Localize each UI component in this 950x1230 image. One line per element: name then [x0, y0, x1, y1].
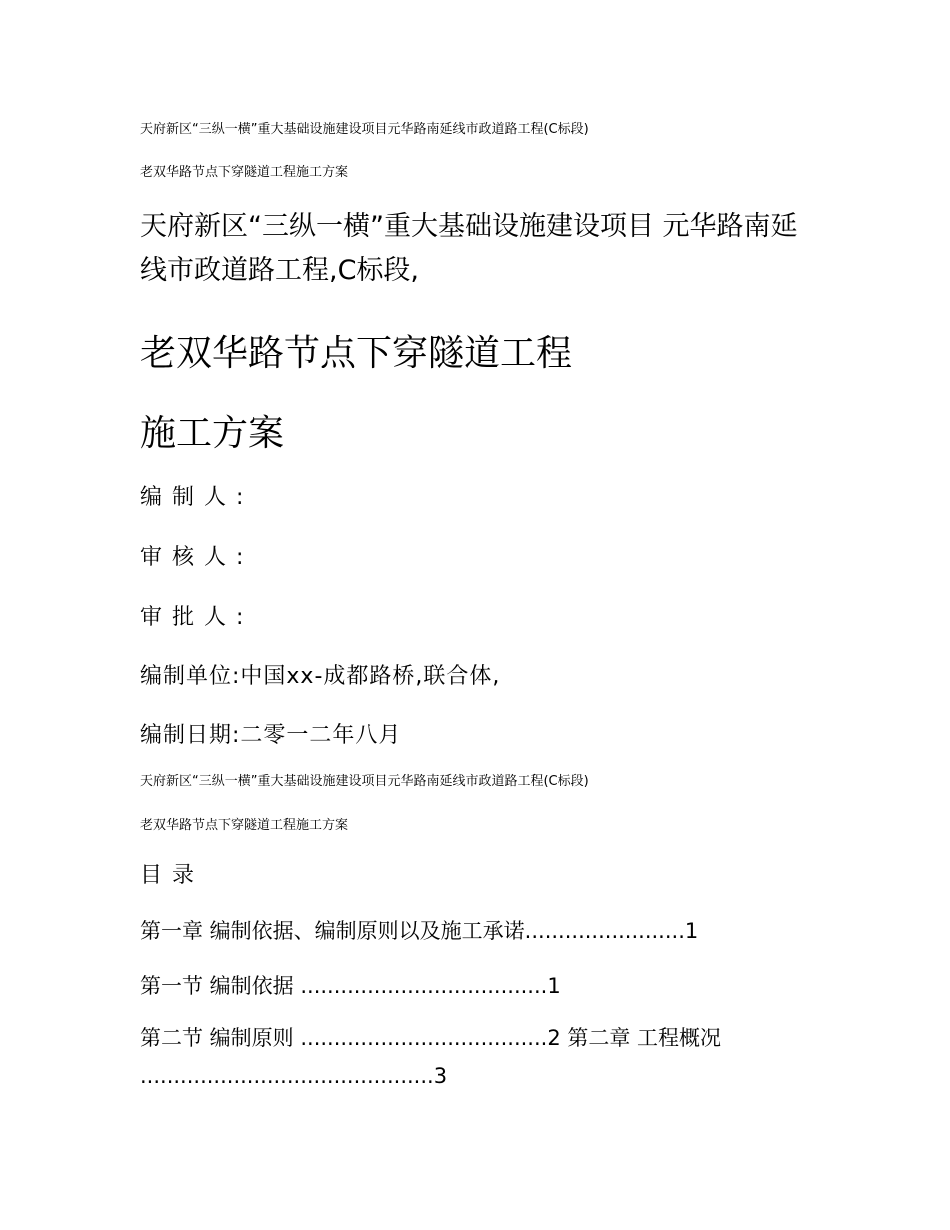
toc-entry[interactable]: 第一章 编制依据、编制原则以及施工承诺........................1 [140, 919, 699, 943]
document-title: 天府新区“三纵一横”重大基础设施建设项目 元华路南延线市政道路工程,C标段, [140, 211, 798, 286]
toc-title: 目录 [140, 863, 205, 888]
toc-entry[interactable]: 第一节 编制依据 .....................................1 [140, 974, 561, 998]
toc-entry[interactable]: 第二节 编制原则 .....................................2 第二章 工程概况 ............................................3 [140, 1026, 722, 1088]
compiling-date-field: 编制日期:二零一二年八月 [140, 723, 402, 748]
running-header-subtitle: 老双华路节点下穿隧道工程施工方案 [140, 165, 349, 180]
document-subtitle: 老双华路节点下穿隧道工程 [140, 333, 573, 374]
approver-field: 审批人: [140, 605, 254, 630]
compiling-unit-field: 编制单位:中国xx-成都路桥,联合体, [140, 664, 501, 689]
running-header-subtitle-page2: 老双华路节点下穿隧道工程施工方案 [140, 818, 349, 833]
compiler-field: 编制人: [140, 485, 254, 510]
running-header-title: 天府新区“三纵一横”重大基础设施建设项目元华路南延线市政道路工程(C标段) [140, 122, 589, 137]
reviewer-field: 审核人: [140, 545, 254, 570]
document-type: 施工方案 [140, 413, 285, 454]
running-header-title-page2: 天府新区“三纵一横”重大基础设施建设项目元华路南延线市政道路工程(C标段) [140, 774, 589, 789]
